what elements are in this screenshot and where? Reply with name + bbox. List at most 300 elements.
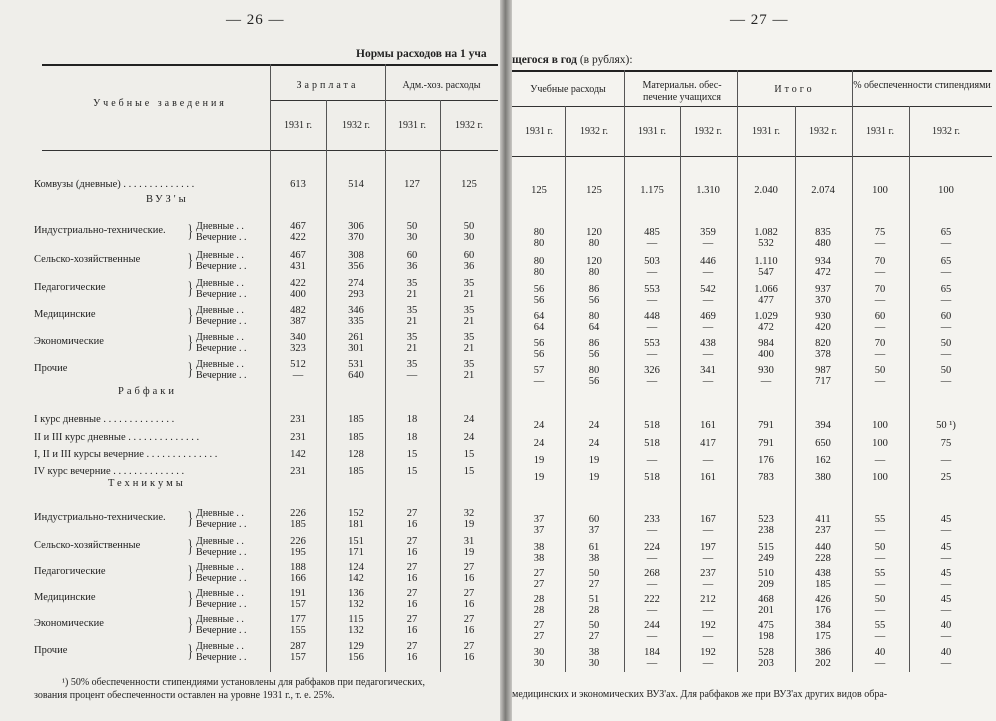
- table-cell: 185: [815, 579, 831, 590]
- footnote-right: медицинских и экономических ВУЗ'ах. Для рабфаков же при ВУЗ'ах других видов обра-: [512, 689, 888, 700]
- brace-icon: }: [187, 278, 193, 298]
- table-cell: 2.074: [811, 185, 835, 196]
- table-cell: 934: [815, 256, 831, 267]
- section-vuz: ВУЗ'ы: [146, 194, 189, 205]
- table-cell: 55: [874, 514, 886, 525]
- table-cell: —: [646, 525, 658, 536]
- table-cell: —: [940, 349, 952, 360]
- row-sublabel: Вечерние . .: [196, 261, 247, 272]
- vrule-1: [270, 64, 271, 672]
- table-cell: —: [940, 376, 952, 387]
- table-cell: 503: [644, 256, 660, 267]
- table-cell: 791: [758, 420, 774, 431]
- table-cell: 475: [758, 620, 774, 631]
- table-cell: 326: [644, 365, 660, 376]
- vrule-11: [909, 106, 910, 672]
- footnote-left-2: зования процент обеспеченности оставлен на уровне 1931 г., т. е. 25%.: [34, 690, 335, 701]
- row-sublabel: Дневные . .: [196, 536, 244, 547]
- table-cell: 132: [348, 625, 364, 636]
- vrule-6: [624, 70, 625, 672]
- table-cell: 231: [290, 432, 306, 443]
- table-cell: 86: [588, 284, 600, 295]
- table-cell: 420: [815, 322, 831, 333]
- table-cell: —: [940, 525, 952, 536]
- table-cell: —: [874, 579, 886, 590]
- table-cell: 394: [815, 420, 831, 431]
- table-cell: 202: [815, 658, 831, 669]
- table-cell: 50: [588, 568, 600, 579]
- table-cell: 50: [940, 365, 952, 376]
- table-cell: 80: [533, 227, 545, 238]
- table-cell: 27: [463, 614, 475, 625]
- table-cell: 36: [406, 261, 418, 272]
- table-cell: 45: [940, 542, 952, 553]
- table-cell: 387: [290, 316, 306, 327]
- header-total: Итого: [774, 84, 815, 95]
- table-cell: 21: [463, 289, 475, 300]
- table-cell: 38: [588, 647, 600, 658]
- table-cell: 21: [406, 316, 418, 327]
- table-cell: —: [760, 376, 772, 387]
- table-cell: 553: [644, 284, 660, 295]
- table-cell: 15: [406, 466, 418, 477]
- table-cell: 791: [758, 438, 774, 449]
- row-sublabel: Вечерние . .: [196, 573, 247, 584]
- table-cell: 1.029: [754, 311, 778, 322]
- table-cell: 24: [533, 438, 545, 449]
- table-cell: 378: [815, 349, 831, 360]
- brace-icon: }: [187, 305, 193, 325]
- table-cell: 467: [290, 250, 306, 261]
- table-cell: 16: [406, 519, 418, 530]
- table-cell: 231: [290, 466, 306, 477]
- table-cell: —: [646, 579, 658, 590]
- table-cell: 212: [700, 594, 716, 605]
- table-cell: 64: [533, 322, 545, 333]
- table-cell: —: [874, 658, 886, 669]
- table-cell: 27: [406, 562, 418, 573]
- table-cell: 175: [815, 631, 831, 642]
- table-cell: —: [702, 525, 714, 536]
- table-cell: 24: [463, 414, 475, 425]
- header-institutions: Учебные заведения: [93, 98, 227, 109]
- table-cell: 440: [815, 542, 831, 553]
- table-cell: —: [646, 295, 658, 306]
- table-cell: 222: [644, 594, 660, 605]
- table-cell: 124: [348, 562, 364, 573]
- table-cell: 384: [815, 620, 831, 631]
- table-cell: 518: [644, 438, 660, 449]
- table-cell: 56: [588, 349, 600, 360]
- table-cell: 128: [348, 449, 364, 460]
- table-cell: 226: [290, 508, 306, 519]
- table-cell: 70: [874, 284, 886, 295]
- row-label: II и III курс дневные . . . . . . . . . . . . . .: [34, 432, 200, 443]
- table-cell: 477: [758, 295, 774, 306]
- table-cell: 16: [406, 652, 418, 663]
- table-cell: 467: [290, 221, 306, 232]
- table-cell: 485: [644, 227, 660, 238]
- table-cell: 27: [406, 614, 418, 625]
- brace-icon: }: [187, 614, 193, 634]
- table-cell: 27: [406, 641, 418, 652]
- table-cell: 37: [588, 525, 600, 536]
- table-cell: 35: [463, 359, 475, 370]
- table-cell: 120: [586, 227, 602, 238]
- table-cell: 136: [348, 588, 364, 599]
- table-cell: —: [940, 658, 952, 669]
- table-cell: 531: [348, 359, 364, 370]
- table-cell: 287: [290, 641, 306, 652]
- table-cell: 244: [644, 620, 660, 631]
- table-cell: 19: [463, 519, 475, 530]
- table-cell: 356: [348, 261, 364, 272]
- table-cell: 21: [463, 370, 475, 381]
- table-cell: 27: [533, 568, 545, 579]
- year-header: 1932 г.: [342, 120, 370, 131]
- table-cell: —: [702, 605, 714, 616]
- row-label: Педагогические: [34, 282, 106, 293]
- row-label: Медицинские: [34, 309, 96, 320]
- vrule-10: [852, 70, 853, 672]
- table-cell: 21: [406, 343, 418, 354]
- vrule-2: [326, 100, 327, 672]
- row-sublabel: Вечерние . .: [196, 547, 247, 558]
- row-label: Индустриально-технические.: [34, 512, 166, 523]
- table-cell: 532: [758, 238, 774, 249]
- table-cell: 370: [815, 295, 831, 306]
- table-cell: —: [940, 605, 952, 616]
- table-cell: 16: [463, 573, 475, 584]
- rule-mid-left: [270, 100, 498, 101]
- table-cell: 21: [463, 343, 475, 354]
- table-cell: 35: [463, 278, 475, 289]
- table-cell: 386: [815, 647, 831, 658]
- table-cell: —: [874, 553, 886, 564]
- table-cell: —: [940, 322, 952, 333]
- table-cell: 38: [533, 542, 545, 553]
- table-cell: 547: [758, 267, 774, 278]
- table-cell: 19: [533, 455, 545, 466]
- table-cell: —: [702, 349, 714, 360]
- table-cell: 64: [588, 322, 600, 333]
- table-cell: 201: [758, 605, 774, 616]
- table-cell: —: [874, 455, 886, 466]
- table-cell: 32: [463, 508, 475, 519]
- year-header: 1931 г.: [638, 126, 666, 137]
- header-admin: Адм.-хоз. расходы: [402, 80, 481, 91]
- table-cell: 177: [290, 614, 306, 625]
- row-sublabel: Дневные . .: [196, 305, 244, 316]
- table-cell: —: [702, 376, 714, 387]
- table-cell: 438: [700, 338, 716, 349]
- table-cell: 24: [533, 420, 545, 431]
- table-cell: —: [874, 238, 886, 249]
- header-study: Учебные расходы: [530, 84, 606, 95]
- row-sublabel: Вечерние . .: [196, 625, 247, 636]
- table-cell: 188: [290, 562, 306, 573]
- table-cell: 184: [644, 647, 660, 658]
- table-cell: —: [702, 455, 714, 466]
- row-label: Сельско-хозяйственные: [34, 254, 141, 265]
- table-cell: —: [940, 455, 952, 466]
- brace-icon: }: [187, 332, 193, 352]
- row-label: Сельско-хозяйственные: [34, 540, 141, 551]
- table-cell: 25: [940, 472, 952, 483]
- table-cell: 38: [533, 553, 545, 564]
- row-label: Экономические: [34, 336, 104, 347]
- table-cell: 19: [588, 472, 600, 483]
- table-cell: 422: [290, 278, 306, 289]
- table-cell: 472: [758, 322, 774, 333]
- table-cell: 125: [461, 179, 477, 190]
- table-cell: 65: [940, 227, 952, 238]
- table-cell: 422: [290, 232, 306, 243]
- table-cell: —: [940, 631, 952, 642]
- table-cell: 30: [588, 658, 600, 669]
- table-cell: 27: [463, 641, 475, 652]
- table-cell: —: [646, 631, 658, 642]
- table-cell: 75: [874, 227, 886, 238]
- table-cell: 80: [588, 365, 600, 376]
- row-label: IV курс вечерние . . . . . . . . . . . . . .: [34, 466, 185, 477]
- table-cell: 27: [533, 620, 545, 631]
- page-number-left: — 26 —: [226, 12, 285, 28]
- rule-head-right: [512, 156, 992, 157]
- table-cell: 125: [531, 185, 547, 196]
- table-cell: 523: [758, 514, 774, 525]
- table-cell: 35: [463, 305, 475, 316]
- table-cell: 937: [815, 284, 831, 295]
- year-header: 1932 г.: [809, 126, 837, 137]
- table-cell: 930: [758, 365, 774, 376]
- table-cell: 100: [872, 472, 888, 483]
- table-cell: 16: [406, 625, 418, 636]
- table-cell: —: [533, 376, 545, 387]
- table-cell: 15: [406, 449, 418, 460]
- table-cell: 195: [290, 547, 306, 558]
- table-cell: 50: [588, 620, 600, 631]
- table-cell: 27: [406, 536, 418, 547]
- table-cell: 21: [463, 316, 475, 327]
- table-cell: 28: [588, 605, 600, 616]
- table-cell: 132: [348, 599, 364, 610]
- footnote-left-1: ¹) 50% обеспеченности стипендиями установлены для рабфаков при педагогических,: [62, 677, 425, 688]
- table-cell: 233: [644, 514, 660, 525]
- row-sublabel: Вечерние . .: [196, 316, 247, 327]
- table-cell: 482: [290, 305, 306, 316]
- table-cell: —: [646, 376, 658, 387]
- table-cell: 162: [815, 455, 831, 466]
- table-cell: 30: [463, 232, 475, 243]
- table-cell: 24: [463, 432, 475, 443]
- table-cell: 57: [533, 365, 545, 376]
- table-cell: 157: [290, 599, 306, 610]
- table-cell: —: [702, 267, 714, 278]
- table-cell: 80: [588, 311, 600, 322]
- table-cell: 518: [644, 472, 660, 483]
- table-cell: —: [646, 322, 658, 333]
- table-cell: 228: [815, 553, 831, 564]
- row-label: Прочие: [34, 645, 68, 656]
- table-cell: 426: [815, 594, 831, 605]
- table-cell: 30: [533, 647, 545, 658]
- rule-mid-right: [512, 106, 992, 107]
- table-cell: 56: [533, 349, 545, 360]
- table-cell: 306: [348, 221, 364, 232]
- row-label: I курс дневные . . . . . . . . . . . . . .: [34, 414, 175, 425]
- table-cell: —: [940, 295, 952, 306]
- vrule-4: [440, 100, 441, 672]
- table-cell: 346: [348, 305, 364, 316]
- year-header: 1932 г.: [932, 126, 960, 137]
- row-sublabel: Вечерние . .: [196, 652, 247, 663]
- section-tech: Техникумы: [108, 478, 186, 489]
- table-cell: 56: [533, 284, 545, 295]
- table-cell: 19: [588, 455, 600, 466]
- table-cell: 717: [815, 376, 831, 387]
- table-cell: 16: [463, 599, 475, 610]
- header-stipend: % обеспеченности стипендиями: [853, 80, 991, 91]
- table-cell: 60: [463, 250, 475, 261]
- table-cell: 293: [348, 289, 364, 300]
- table-cell: —: [702, 238, 714, 249]
- table-cell: 129: [348, 641, 364, 652]
- table-cell: 115: [348, 614, 364, 625]
- table-cell: 930: [815, 311, 831, 322]
- table-cell: —: [940, 238, 952, 249]
- table-cell: 21: [406, 289, 418, 300]
- table-cell: 1.066: [754, 284, 778, 295]
- row-label: Индустриально-технические.: [34, 225, 166, 236]
- row-sublabel: Вечерние . .: [196, 343, 247, 354]
- table-cell: 120: [586, 256, 602, 267]
- table-cell: 75: [940, 438, 952, 449]
- table-cell: —: [874, 525, 886, 536]
- table-cell: 27: [406, 588, 418, 599]
- table-title-right: щегося в год (в рублях):: [512, 54, 633, 66]
- rule-top-right: [512, 70, 992, 72]
- table-cell: 28: [533, 605, 545, 616]
- row-sublabel: Вечерние . .: [196, 519, 247, 530]
- table-cell: 70: [874, 338, 886, 349]
- table-cell: 65: [940, 256, 952, 267]
- table-cell: 237: [815, 525, 831, 536]
- table-cell: 35: [406, 359, 418, 370]
- table-cell: 70: [874, 256, 886, 267]
- row-sublabel: Вечерние . .: [196, 289, 247, 300]
- table-cell: 156: [348, 652, 364, 663]
- table-cell: 27: [533, 631, 545, 642]
- table-cell: 18: [406, 414, 418, 425]
- table-cell: —: [702, 322, 714, 333]
- table-cell: 56: [588, 376, 600, 387]
- table-cell: 16: [406, 599, 418, 610]
- row-label: Комвузы (дневные) . . . . . . . . . . . . . .: [34, 179, 195, 190]
- table-cell: 553: [644, 338, 660, 349]
- table-cell: 157: [290, 652, 306, 663]
- table-cell: 261: [348, 332, 364, 343]
- table-cell: 380: [815, 472, 831, 483]
- table-cell: 640: [348, 370, 364, 381]
- table-cell: 512: [290, 359, 306, 370]
- table-cell: 56: [588, 295, 600, 306]
- table-cell: 60: [940, 311, 952, 322]
- table-cell: 80: [588, 267, 600, 278]
- table-cell: 448: [644, 311, 660, 322]
- table-cell: 51: [588, 594, 600, 605]
- table-cell: 27: [463, 562, 475, 573]
- table-cell: 446: [700, 256, 716, 267]
- table-cell: 151: [348, 536, 364, 547]
- table-cell: —: [702, 631, 714, 642]
- table-cell: 16: [463, 652, 475, 663]
- brace-icon: }: [187, 641, 193, 661]
- table-cell: 359: [700, 227, 716, 238]
- row-label: Педагогические: [34, 566, 106, 577]
- table-cell: 783: [758, 472, 774, 483]
- book-gutter: [500, 0, 512, 721]
- table-cell: 203: [758, 658, 774, 669]
- year-header: 1931 г.: [866, 126, 894, 137]
- table-cell: —: [874, 295, 886, 306]
- table-cell: 16: [406, 547, 418, 558]
- table-cell: 301: [348, 343, 364, 354]
- table-cell: 60: [406, 250, 418, 261]
- table-cell: 198: [758, 631, 774, 642]
- table-cell: 38: [588, 553, 600, 564]
- table-cell: 192: [700, 620, 716, 631]
- table-cell: 191: [290, 588, 306, 599]
- table-cell: 50: [874, 365, 886, 376]
- table-cell: —: [646, 267, 658, 278]
- table-cell: 24: [588, 420, 600, 431]
- table-cell: 181: [348, 519, 364, 530]
- table-cell: 15: [463, 449, 475, 460]
- brace-icon: }: [187, 562, 193, 582]
- table-cell: 237: [700, 568, 716, 579]
- table-cell: 176: [758, 455, 774, 466]
- header-material: Материальн. обес-печение учащихся: [642, 80, 722, 103]
- table-cell: 400: [290, 289, 306, 300]
- table-title-left: Нормы расходов на 1 уча: [356, 48, 487, 60]
- table-cell: 308: [348, 250, 364, 261]
- table-cell: 27: [588, 579, 600, 590]
- table-cell: 274: [348, 278, 364, 289]
- row-label: Медицинские: [34, 592, 96, 603]
- row-sublabel: Дневные . .: [196, 614, 244, 625]
- row-sublabel: Дневные . .: [196, 332, 244, 343]
- table-cell: 171: [348, 547, 364, 558]
- page-number-right: — 27 —: [730, 12, 789, 28]
- table-cell: —: [702, 658, 714, 669]
- table-cell: 24: [588, 438, 600, 449]
- table-cell: 125: [586, 185, 602, 196]
- table-cell: 472: [815, 267, 831, 278]
- row-sublabel: Дневные . .: [196, 250, 244, 261]
- table-cell: 50: [874, 594, 886, 605]
- table-cell: 80: [533, 256, 545, 267]
- table-cell: —: [292, 370, 304, 381]
- table-cell: 60: [588, 514, 600, 525]
- table-cell: 55: [874, 620, 886, 631]
- table-cell: 40: [940, 620, 952, 631]
- table-cell: 50: [874, 542, 886, 553]
- table-cell: 226: [290, 536, 306, 547]
- table-cell: 370: [348, 232, 364, 243]
- brace-icon: }: [187, 250, 193, 270]
- year-header: 1931 г.: [398, 120, 426, 131]
